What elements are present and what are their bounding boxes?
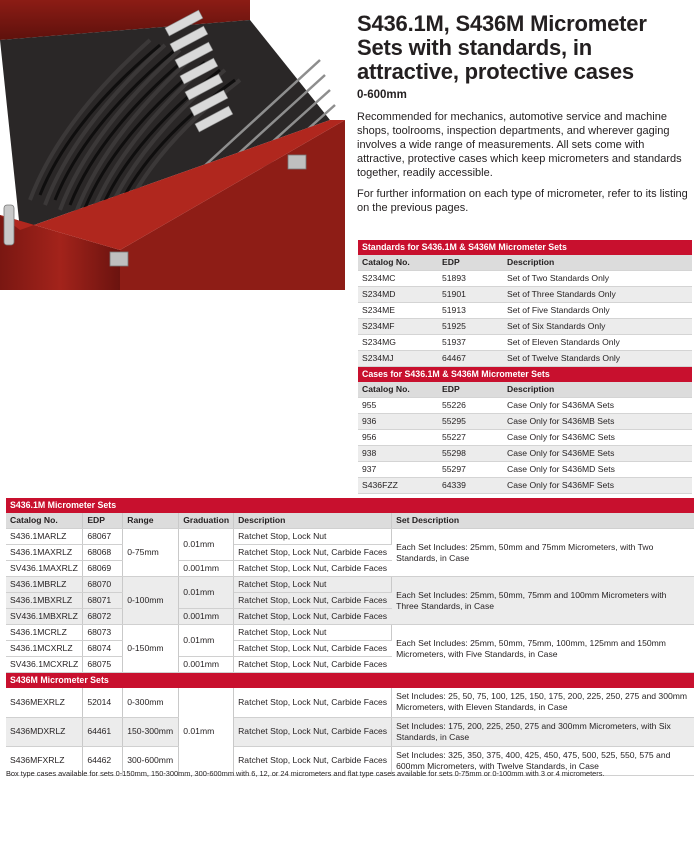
table-cell: 51913 — [438, 303, 503, 319]
description-cell: Ratchet Stop, Lock Nut, Carbide Faces — [234, 717, 392, 746]
description-cell: Ratchet Stop, Lock Nut, Carbide Faces — [234, 609, 392, 625]
table-row — [358, 430, 692, 446]
catalog-cell: SV436.1MAXRLZ — [6, 561, 83, 577]
catalog-cell: S436.1MBXRLZ — [6, 593, 83, 609]
table-row — [358, 462, 692, 478]
catalog-cell: S436.1MBRLZ — [6, 577, 83, 593]
table-row — [358, 351, 692, 367]
table-row — [6, 625, 694, 641]
table-cell: 51893 — [438, 271, 503, 287]
section-header — [358, 367, 692, 383]
table-cell: Case Only for S436MD Sets — [503, 462, 692, 478]
set-description-cell: Each Set Includes: 25mm, 50mm, 75mm, 100mm, 125mm and 150mm Micrometers, with Five Standards, in Case — [392, 625, 694, 673]
column-header-row — [358, 255, 692, 271]
table-cell: 55226 — [438, 398, 503, 414]
table-row — [358, 271, 692, 287]
edp-cell: 68075 — [83, 657, 123, 673]
page-subtitle: 0-600mm — [357, 89, 407, 101]
table-row — [358, 446, 692, 462]
edp-cell: 68067 — [83, 529, 123, 545]
table-cell: 51901 — [438, 287, 503, 303]
catalog-cell: SV436.1MBXRLZ — [6, 609, 83, 625]
section-header — [358, 240, 692, 255]
description-cell: Ratchet Stop, Lock Nut, Carbide Faces — [234, 545, 392, 561]
table-row — [358, 398, 692, 414]
edp-cell: 64462 — [83, 746, 123, 775]
graduation-cell: 0.01mm — [179, 529, 234, 561]
table-cell: Case Only for S436MC Sets — [503, 430, 692, 446]
column-header: Description — [503, 255, 692, 271]
table-cell: Set of Two Standards Only — [503, 271, 692, 287]
table-cell: 51937 — [438, 335, 503, 351]
table-cell: S234ME — [358, 303, 438, 319]
set-description-cell: Set Includes: 25, 50, 75, 100, 125, 150, 175, 200, 225, 250, 275 and 300mm Micrometers, with Eleven Standards, in Case — [392, 688, 694, 717]
table-cell: S234MC — [358, 271, 438, 287]
table-row — [358, 335, 692, 351]
table-cell: Set of Three Standards Only — [503, 287, 692, 303]
graduation-cell: 0.001mm — [179, 657, 234, 673]
table-cell: 936 — [358, 414, 438, 430]
description-cell: Ratchet Stop, Lock Nut, Carbide Faces — [234, 641, 392, 657]
description-cell: Ratchet Stop, Lock Nut — [234, 625, 392, 641]
table-row — [358, 287, 692, 303]
table-cell: 55227 — [438, 430, 503, 446]
table-cell: S234MF — [358, 319, 438, 335]
table-row — [358, 478, 692, 494]
table-row — [6, 717, 694, 746]
catalog-cell: S436.1MCXRLZ — [6, 641, 83, 657]
micrometer-sets-table — [6, 498, 694, 776]
column-header: Set Description — [392, 513, 694, 529]
range-cell: 300-600mm — [123, 746, 179, 775]
column-header: Catalog No. — [6, 513, 83, 529]
edp-cell: 68069 — [83, 561, 123, 577]
graduation-cell: 0.01mm — [179, 577, 234, 609]
table-row — [358, 319, 692, 335]
table-cell: Case Only for S436ME Sets — [503, 446, 692, 462]
range-cell: 0-100mm — [123, 577, 179, 625]
table-cell: Case Only for S436MF Sets — [503, 478, 692, 494]
catalog-cell: S436.1MAXRLZ — [6, 545, 83, 561]
table-cell: Set of Twelve Standards Only — [503, 351, 692, 367]
section-header — [6, 498, 694, 513]
table-cell: Set of Eleven Standards Only — [503, 335, 692, 351]
table-cell: 51925 — [438, 319, 503, 335]
table-cell: S234MG — [358, 335, 438, 351]
table-cell: 64467 — [438, 351, 503, 367]
table-cell: Set of Six Standards Only — [503, 319, 692, 335]
range-cell: 0-75mm — [123, 529, 179, 577]
edp-cell: 52014 — [83, 688, 123, 717]
cases-heading: Cases for S436.1M & S436M Micrometer Sets — [358, 367, 692, 383]
set-description-cell: Set Includes: 325, 350, 375, 400, 425, 450, 475, 500, 525, 550, 575 and 600mm Micrometers, with Twelve Standards, in Case — [392, 746, 694, 775]
range-cell: 0-150mm — [123, 625, 179, 673]
range-cell: 150-300mm — [123, 717, 179, 746]
micrometer-case-photo — [0, 0, 345, 290]
table-row — [358, 303, 692, 319]
column-header: Range — [123, 513, 179, 529]
column-header: Description — [234, 513, 392, 529]
page-title: S436.1M, S436M Micrometer Sets with standards, in attractive, protective cases — [357, 11, 647, 84]
intro-paragraph: For further information on each type of micrometer, refer to its listing on the previous pages. — [357, 188, 688, 214]
description-cell: Ratchet Stop, Lock Nut — [234, 529, 392, 545]
set-description-cell: Each Set Includes: 25mm, 50mm, 75mm and 100mm Micrometers with Three Standards, in Case — [392, 577, 694, 625]
table-cell: 64339 — [438, 478, 503, 494]
footnote: Box type cases available for sets 0-150mm, 150-300mm, 300-600mm with 6, 12, or 24 micrometers and flat type cases available for sets 0-75mm or 0-100mm with 3 or 4 micrometers. — [6, 769, 605, 778]
catalog-cell: S436MDXRLZ — [6, 717, 83, 746]
description-cell: Ratchet Stop, Lock Nut — [234, 577, 392, 593]
table-cell: 938 — [358, 446, 438, 462]
table-cell: 955 — [358, 398, 438, 414]
catalog-cell: S436.1MCRLZ — [6, 625, 83, 641]
catalog-cell: S436.1MARLZ — [6, 529, 83, 545]
column-header: EDP — [83, 513, 123, 529]
table-cell: Set of Five Standards Only — [503, 303, 692, 319]
catalog-cell: SV436.1MCXRLZ — [6, 657, 83, 673]
edp-cell: 68073 — [83, 625, 123, 641]
table-cell: S234MD — [358, 287, 438, 303]
catalog-cell: S436MEXRLZ — [6, 688, 83, 717]
section-header — [6, 673, 694, 689]
standards-heading: Standards for S436.1M & S436M Micrometer Sets — [358, 240, 692, 255]
set-description-cell: Set Includes: 175, 200, 225, 250, 275 and 300mm Micrometers, with Six Standards, in Case — [392, 717, 694, 746]
description-cell: Ratchet Stop, Lock Nut, Carbide Faces — [234, 561, 392, 577]
description-cell: Ratchet Stop, Lock Nut, Carbide Faces — [234, 593, 392, 609]
column-header: Catalog No. — [358, 382, 438, 398]
edp-cell: 68072 — [83, 609, 123, 625]
description-cell: Ratchet Stop, Lock Nut, Carbide Faces — [234, 688, 392, 717]
table-row — [6, 688, 694, 717]
table-row — [6, 529, 694, 545]
graduation-cell: 0.01mm — [179, 625, 234, 657]
column-header-row — [358, 382, 692, 398]
sets-1m-heading: S436.1M Micrometer Sets — [6, 498, 694, 513]
edp-cell: 68071 — [83, 593, 123, 609]
table-cell: 956 — [358, 430, 438, 446]
intro-text — [357, 110, 692, 222]
table-cell: 937 — [358, 462, 438, 478]
catalog-cell: S436MFXRLZ — [6, 746, 83, 775]
table-cell: Case Only for S436MB Sets — [503, 414, 692, 430]
column-header-row — [6, 513, 694, 529]
range-cell: 0-300mm — [123, 688, 179, 717]
intro-paragraph: Recommended for mechanics, automotive service and machine shops, toolrooms, inspection departments, and wherever gaging involves a wide range of measurements. All sets come with attractive, protective cases which keep micrometers and standards together, readily accessible. — [357, 111, 682, 179]
table-cell: S436FZZ — [358, 478, 438, 494]
edp-cell: 68070 — [83, 577, 123, 593]
column-header: Catalog No. — [358, 255, 438, 271]
standards-cases-table — [358, 240, 692, 494]
table-cell: S234MJ — [358, 351, 438, 367]
graduation-cell: 0.001mm — [179, 609, 234, 625]
table-row — [6, 577, 694, 593]
column-header: EDP — [438, 382, 503, 398]
table-cell: 55298 — [438, 446, 503, 462]
column-header: Description — [503, 382, 692, 398]
edp-cell: 64461 — [83, 717, 123, 746]
column-header: Graduation — [179, 513, 234, 529]
edp-cell: 68074 — [83, 641, 123, 657]
table-cell: Case Only for S436MA Sets — [503, 398, 692, 414]
table-row — [358, 414, 692, 430]
edp-cell: 68068 — [83, 545, 123, 561]
set-description-cell: Each Set Includes: 25mm, 50mm and 75mm Micrometers, with Two Standards, in Case — [392, 529, 694, 577]
graduation-cell: 0.001mm — [179, 561, 234, 577]
table-cell: 55297 — [438, 462, 503, 478]
description-cell: Ratchet Stop, Lock Nut, Carbide Faces — [234, 657, 392, 673]
column-header: EDP — [438, 255, 503, 271]
description-cell: Ratchet Stop, Lock Nut, Carbide Faces — [234, 746, 392, 775]
table-cell: 55295 — [438, 414, 503, 430]
graduation-cell: 0.01mm — [179, 688, 234, 775]
sets-m-heading: S436M Micrometer Sets — [6, 673, 694, 689]
